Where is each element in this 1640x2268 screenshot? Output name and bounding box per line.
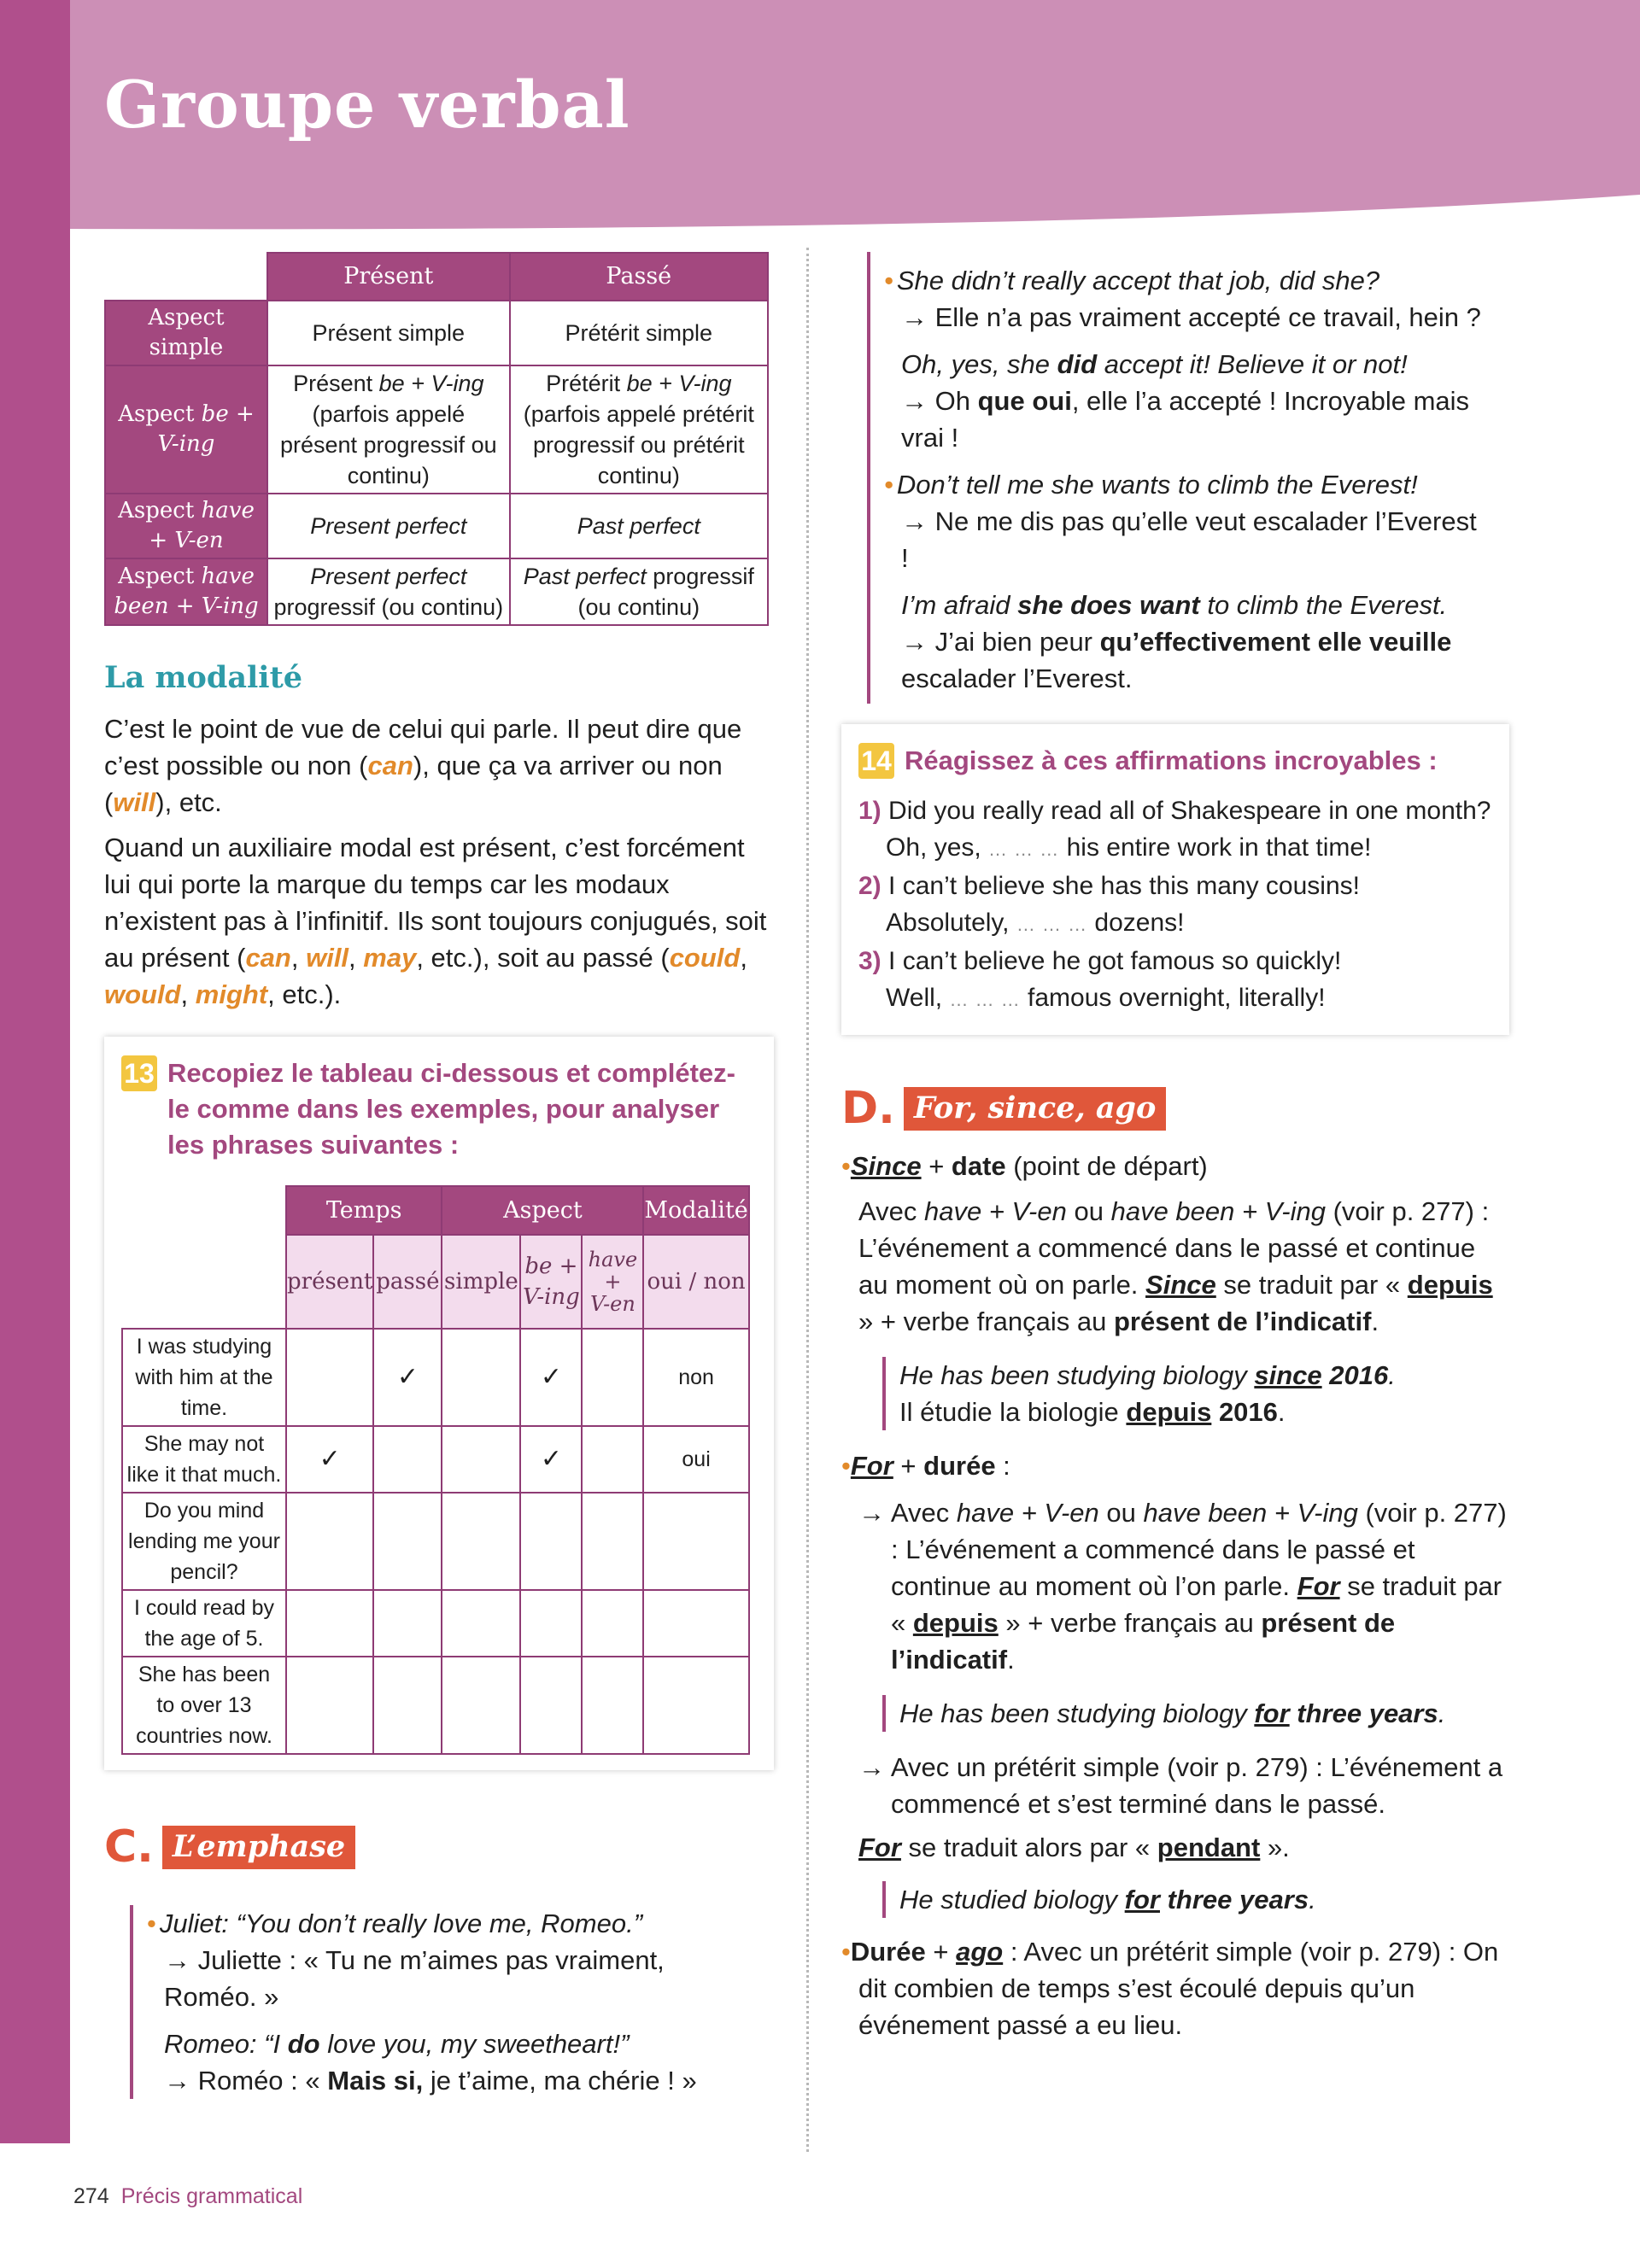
analysis-cell-present xyxy=(286,1657,373,1754)
analysis-sentence: I could read by the age of 5. xyxy=(122,1590,286,1657)
section-c-label: L’emphase xyxy=(162,1826,355,1869)
exercise-14-badge: 14 xyxy=(858,743,894,779)
exercise-14-title: Réagissez à ces affirmations incroyables : xyxy=(905,745,1438,775)
aspect-row-simple: Aspect simple xyxy=(105,301,267,365)
emphase-line-2: → Juliette : « Tu ne m’aimes pas vraiment, Roméo. » xyxy=(164,1945,665,2013)
since-example-en: He has been studying biology since 2016. xyxy=(899,1360,1396,1390)
aspect-cell-present-progressive: Présent be + V-ing (parfois appelé présent progressif ou continu) xyxy=(267,365,510,494)
analysis-group-modalite: Modalité xyxy=(643,1186,748,1235)
analysis-sub-present: présent xyxy=(286,1235,373,1329)
bullet-icon: • xyxy=(147,1909,156,1939)
analysis-cell-present xyxy=(286,1590,373,1657)
analysis-cell-present xyxy=(286,1493,373,1590)
analysis-sub-simple: simple xyxy=(442,1235,520,1329)
column-divider xyxy=(806,248,809,2152)
analysis-cell-simple xyxy=(442,1329,520,1426)
analysis-cell-simple xyxy=(442,1493,520,1590)
page-footer xyxy=(73,2184,302,2209)
aspect-cell-present-perfect: Present perfect xyxy=(267,494,510,558)
analysis-corner xyxy=(122,1186,286,1235)
for-case-2: → Avec un prétérit simple (voir p. 279) : L’événement a commencé et s’est terminé dans le passé. xyxy=(858,1752,1503,1819)
example-2-fr: → Oh que oui, elle l’a accepté ! Incroyable mais vrai ! xyxy=(901,386,1470,453)
analysis-sentence: Do you mind lending me your pencil? xyxy=(122,1493,286,1590)
aspect-cell-past-simple: Prétérit simple xyxy=(510,301,768,365)
analysis-cell-be: ✓ xyxy=(520,1329,582,1426)
analysis-cell-modal xyxy=(643,1657,748,1754)
analysis-sentence: She may not like it that much. xyxy=(122,1426,286,1493)
analysis-cell-have xyxy=(582,1329,643,1426)
section-d-heading xyxy=(841,1083,1512,1134)
analysis-group-temps: Temps xyxy=(286,1186,442,1235)
analysis-cell-be: ✓ xyxy=(520,1426,582,1493)
analysis-cell-modal: oui xyxy=(643,1426,748,1493)
analysis-cell-have xyxy=(582,1657,643,1754)
bullet-icon: • xyxy=(841,1151,851,1181)
analysis-cell-simple xyxy=(442,1426,520,1493)
aspect-col-present: Présent xyxy=(267,253,510,301)
page-number: 274 xyxy=(73,2184,109,2208)
example-1-en: • She didn’t really accept that job, did she? xyxy=(884,266,1380,295)
aspect-row-have-been-ving: Aspect have been + V-ing xyxy=(105,558,267,625)
aspect-col-past: Passé xyxy=(510,253,768,301)
analysis-cell-simple xyxy=(442,1590,520,1657)
emphase-quote xyxy=(130,1905,745,2099)
analysis-cell-simple xyxy=(442,1657,520,1754)
ago-rule: •Durée + ago : Avec un prétérit simple (voir p. 279) : On dit combien de temps s’est écoulé depuis qu’un événement passé a eu lieu. xyxy=(841,1937,1499,2040)
emphase-examples xyxy=(867,252,1482,704)
aspect-cell-past-perfect: Past perfect xyxy=(510,494,768,558)
analysis-cell-passe: ✓ xyxy=(373,1329,442,1426)
bullet-icon: • xyxy=(884,266,893,295)
sidebar-strip xyxy=(0,0,70,2143)
analysis-sentence: She has been to over 13 countries now. xyxy=(122,1657,286,1754)
since-heading: •Since + date (point de départ) xyxy=(841,1151,1208,1181)
exercise-14-box xyxy=(841,724,1509,1035)
list-item: 1) Did you really read all of Shakespeare in one month? xyxy=(858,797,1491,825)
for-heading: •For + durée : xyxy=(841,1451,1010,1481)
since-example xyxy=(882,1357,1480,1430)
example-3-fr: → Ne me dis pas qu’elle veut escalader l’Everest ! xyxy=(901,506,1477,573)
modalite-paragraph-1: C’est le point de vue de celui qui parle. Il peut dire que c’est possible ou non (can), que ça va arriver ou non (will), etc. xyxy=(104,714,742,818)
analysis-cell-present xyxy=(286,1329,373,1426)
analysis-table xyxy=(121,1185,750,1755)
section-d-label: For, since, ago xyxy=(904,1087,1166,1131)
analysis-cell-modal: non xyxy=(643,1329,748,1426)
aspect-row-have-ven: Aspect have + V-en xyxy=(105,494,267,558)
since-explanation: Avec have + V-en ou have been + V-ing (voir p. 277) : L’événement a commencé dans le passé et continue au moment où on parle. Since se traduit par « depuis » + verbe français au présent de l’indicatif. xyxy=(858,1196,1493,1336)
example-1-fr: → Elle n’a pas vraiment accepté ce travail, hein ? xyxy=(901,302,1481,332)
bullet-icon: • xyxy=(884,470,893,500)
analysis-sub-have-ven: have + V-en xyxy=(582,1235,643,1329)
emphase-line-1: • Juliet: “You don’t really love me, Romeo.” xyxy=(147,1909,643,1939)
example-4-en: I’m afraid she does want to climb the Everest. xyxy=(901,590,1448,620)
right-column xyxy=(841,252,1512,2043)
aspect-cell-present-simple: Présent simple xyxy=(267,301,510,365)
example-2-en: Oh, yes, she did accept it! Believe it or not! xyxy=(901,349,1408,379)
left-column xyxy=(104,252,776,2099)
footer-section-name: Précis grammatical xyxy=(120,2184,303,2208)
for-example-2-en: He studied biology for three years. xyxy=(899,1885,1316,1914)
analysis-cell-passe xyxy=(373,1426,442,1493)
aspect-cell-past-perfect-progressive: Past perfect progressif (ou continu) xyxy=(510,558,768,625)
analysis-corner-2 xyxy=(122,1235,286,1329)
analysis-cell-have xyxy=(582,1493,643,1590)
example-4-fr: → J’ai bien peur qu’effectivement elle veuille escalader l’Everest. xyxy=(901,627,1452,693)
analysis-cell-present: ✓ xyxy=(286,1426,373,1493)
aspect-cell-present-perfect-progressive: Present perfect progressif (ou continu) xyxy=(267,558,510,625)
aspect-row-be-ving: Aspect be + V-ing xyxy=(105,365,267,494)
aspect-cell-past-progressive: Prétérit be + V-ing (parfois appelé prétérit progressif ou prétérit continu) xyxy=(510,365,768,494)
analysis-sub-oui-non: oui / non xyxy=(643,1235,748,1329)
page-title: Groupe verbal xyxy=(104,67,630,143)
section-c-heading xyxy=(104,1821,776,1873)
exercise-13-badge: 13 xyxy=(121,1055,157,1091)
for-case-1: → Avec have + V-en ou have been + V-ing (voir p. 277) : L’événement a commencé dans le passé et continue au moment où l’on parle. For se traduit par « depuis » + verbe français au présent de l’indicatif. xyxy=(858,1498,1507,1675)
modalite-paragraph-2: Quand un auxiliaire modal est présent, c’est forcément lui qui porte la marque du temps car les modaux n’existent pas à l’infinitif. Ils sont toujours conjugués, soit au présent (can, will, may, etc.), soit au passé (could, would, might, etc.). xyxy=(104,833,767,1010)
exercise-13-title: Recopiez le tableau ci-dessous et complétez-le comme dans les exemples, pour analyser les phrases suivantes : xyxy=(167,1058,735,1160)
analysis-cell-have xyxy=(582,1590,643,1657)
analysis-cell-be xyxy=(520,1493,582,1590)
analysis-cell-modal xyxy=(643,1493,748,1590)
section-c-letter: C. xyxy=(104,1821,154,1873)
section-d-letter: D. xyxy=(841,1083,895,1134)
analysis-cell-passe xyxy=(373,1657,442,1754)
list-item: 2) I can’t believe she has this many cousins! xyxy=(858,872,1360,900)
for-example-2 xyxy=(882,1881,1480,1918)
analysis-cell-passe xyxy=(373,1493,442,1590)
bullet-icon: • xyxy=(841,1451,851,1481)
list-item: 3) I can’t believe he got famous so quickly! xyxy=(858,947,1342,975)
list-item-answer: Absolutely, … … … dozens! xyxy=(886,909,1185,937)
example-3-en: • Don’t tell me she wants to climb the Everest! xyxy=(884,470,1418,500)
modalite-heading: La modalité xyxy=(104,660,303,696)
analysis-sub-be-ving: be + V-ing xyxy=(520,1235,582,1329)
for-example-1 xyxy=(882,1695,1480,1732)
bullet-icon: • xyxy=(841,1937,851,1967)
exercise-13-box xyxy=(104,1037,774,1770)
for-translation: For se traduit alors par « pendant ». xyxy=(858,1833,1290,1862)
analysis-cell-modal xyxy=(643,1590,748,1657)
analysis-cell-be xyxy=(520,1590,582,1657)
emphase-line-4: → Roméo : « Mais si, je t’aime, ma chérie ! » xyxy=(164,2066,697,2096)
list-item-answer: Well, … … … famous overnight, literally! xyxy=(886,984,1326,1012)
analysis-cell-have xyxy=(582,1426,643,1493)
exercise-14-items xyxy=(858,792,1492,1018)
aspect-table-corner xyxy=(105,253,267,301)
aspect-table xyxy=(104,252,769,626)
analysis-sentence: I was studying with him at the time. xyxy=(122,1329,286,1426)
for-example-1-en: He has been studying biology for three years. xyxy=(899,1698,1446,1728)
analysis-sub-passe: passé xyxy=(373,1235,442,1329)
emphase-line-3: Romeo: “I do love you, my sweetheart!” xyxy=(164,2029,630,2060)
analysis-group-aspect: Aspect xyxy=(442,1186,643,1235)
list-item-answer: Oh, yes, … … … his entire work in that time! xyxy=(886,833,1372,862)
since-example-fr: Il étudie la biologie depuis 2016. xyxy=(899,1397,1286,1427)
analysis-cell-passe xyxy=(373,1590,442,1657)
analysis-cell-be xyxy=(520,1657,582,1754)
